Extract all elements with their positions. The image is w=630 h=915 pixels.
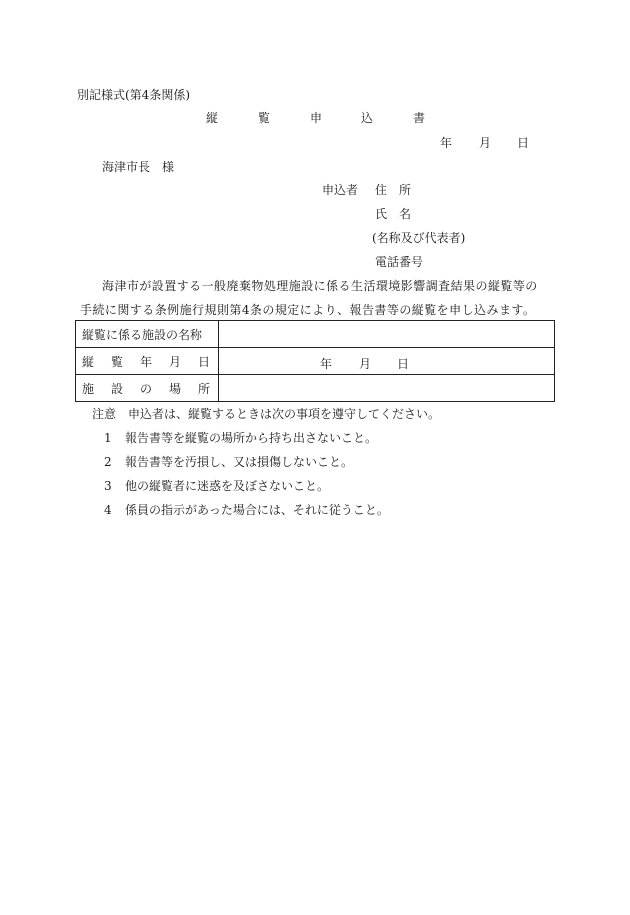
inspection-date-field[interactable] [219,348,555,375]
date-month-label: 月 [479,136,492,150]
facility-location-field[interactable] [219,375,555,402]
body-text-line: 海津市が設置する一般廃棄物処理施設に係る生活環境影響調査結果の縦覧等の [102,279,538,293]
form-reference: 別記様式(第4条関係) [77,88,190,102]
notes-heading: 注意 申込者は、縦覧するときは次の事項を遵守してください。 [92,407,441,421]
label-char: 月 [168,354,181,369]
note-number: 4 [104,503,112,517]
date-month-label: 月 [359,357,372,371]
note-text: 係員の指示があった場合には、それに従うこと。 [125,503,389,517]
date-year-label: 年 [320,357,333,371]
label-char: 所 [197,381,210,396]
note-number: 1 [104,431,112,445]
date-year-label: 年 [440,136,453,150]
addressee: 海津市長 様 [102,160,175,174]
label-char: 施 [82,381,95,396]
facility-location-label [76,375,219,402]
applicant-org-label: (名称及び代表者) [372,231,466,245]
facility-name-field[interactable] [219,321,555,348]
note-number: 2 [104,455,112,469]
title-char: 縦 [206,111,219,125]
date-day-label: 日 [517,136,530,150]
title-char: 込 [361,111,374,125]
note-text: 報告書等を縦覧の場所から持ち出さないこと。 [125,431,378,445]
applicant-phone-label: 電話番号 [375,255,424,269]
applicant-label: 申込者 [322,183,359,197]
applicant-name-label: 氏 名 [375,207,412,221]
label-char: の [139,381,152,396]
title-char: 覧 [258,111,271,125]
facility-name-label: 縦覧に係る施設の名称 [76,321,219,348]
label-char: 覧 [110,354,123,369]
applicant-address-label: 住 所 [375,183,412,197]
label-char: 設 [110,381,123,396]
body-text-line: 手続に関する条例施行規則第4条の規定により、報告書等の縦覧を申し込みます。 [80,303,536,317]
title-char: 申 [310,111,323,125]
table-row [76,321,555,348]
inspection-date-label [76,348,219,375]
label-char: 場 [168,381,181,396]
note-number: 3 [104,479,112,493]
application-table [75,320,555,402]
label-char: 縦 [82,354,95,369]
title-char: 書 [413,111,426,125]
label-char: 年 [139,354,152,369]
note-text: 他の縦覧者に迷惑を及ぼさないこと。 [125,479,330,493]
label-char: 日 [197,354,210,369]
note-text: 報告書等を汚損し、又は損傷しないこと。 [125,455,354,469]
table-row [76,348,555,375]
date-day-label: 日 [397,357,410,371]
table-row [76,375,555,402]
